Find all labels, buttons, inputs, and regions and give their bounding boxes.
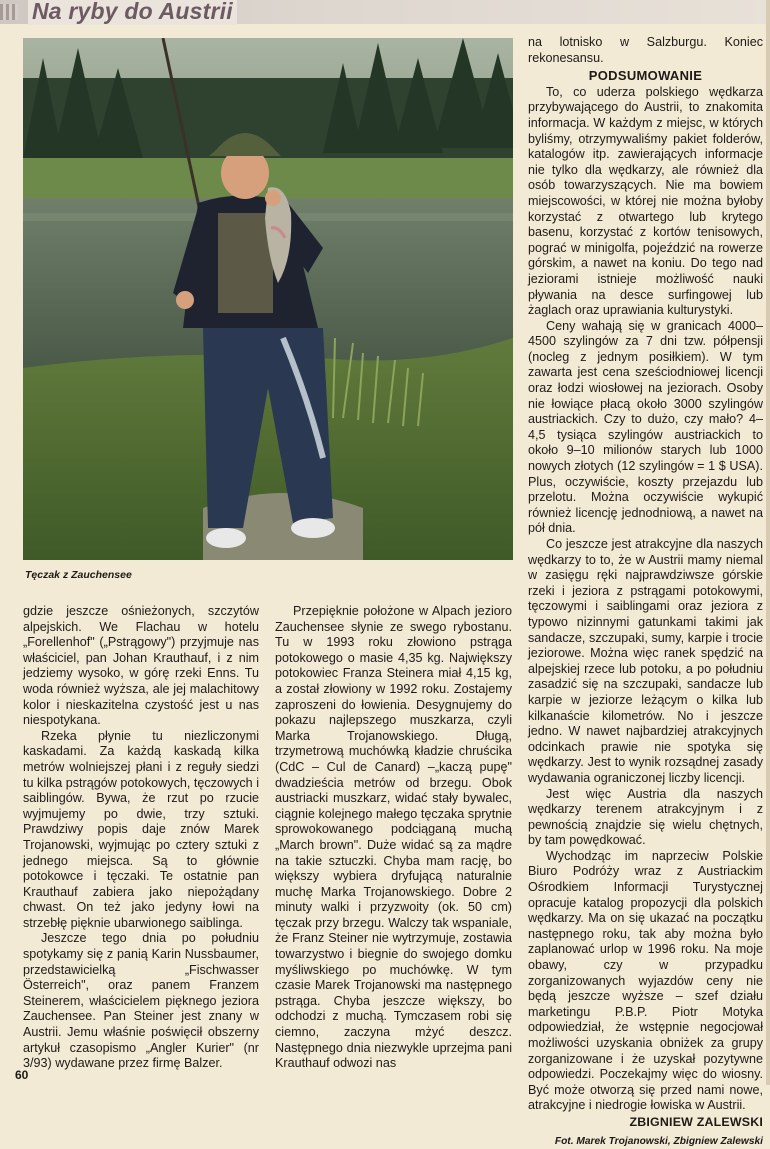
right-col-paragraph: To, co uderza polskiego wędkarza przybywającego do Austrii, to znakomita informacja. W każdym z miejsc, w których byliśmy, otrzymywaliśmy pakiet folderów, katalogów itp. zawierających informacje nie tylko dla wędkarzy, ale również dla osób towarzyszących. Nie ma bowiem miejscowości, w której nie można byłoby korzystać z otwartego lub krytego basenu, korzystać z kortów tenisowych, pograć w minigolfa, pojeździć na rowerze górskim, a nawet na koniu. Do tego nad jeziorami istnieje możliwość nauki pływania na desce surfingowej lub żaglach oraz uprawiania kulturystyki. — [528, 84, 763, 318]
right-column — [528, 35, 763, 1149]
angler-photo-illustration — [23, 38, 513, 560]
left-col-paragraph: gdzie jeszcze ośnieżonych, szczytów alpejskich. We Flachau w hotelu „Forellenhof" („Pstrągowy") przyjmuje nas właściciel, pan Johan Krauthauf, i z nim jedziemy wysoko, w górę rzeki Enns. Tu woda również wyższa, ale jej malachitowy kolor i nieskazitelna czystość jest u nas niespotykana. — [23, 604, 259, 728]
photo-credits: Fot. Marek Trojanowski, Zbigniew Zalewski — [554, 1135, 763, 1147]
photo-caption: Tęczak z Zauchensee — [25, 569, 132, 581]
summary-heading: PODSUMOWANIE — [588, 68, 703, 84]
author-signature: ZBIGNIEW ZALEWSKI — [629, 1114, 763, 1129]
article-title: Na ryby do Austrii — [28, 0, 237, 25]
left-col-paragraph: Jeszcze tego dnia po południu spotykamy się z panią Karin Nussbaumer, przedstawicielką „Fischwasser Österreich", oraz panem Franzem Steinerem, właścicielem pięknego jeziora Zauchensee. Pan Steiner jest znany w Austrii. Jemu właśnie poświęcił obszerny artykuł czasopismo „Angler Kurier" (nr 3/93) wydawane przez firmę Balzer. — [23, 931, 259, 1071]
middle-column — [275, 604, 512, 1072]
right-col-paragraph: na lotnisko w Salzburgu. Koniec rekonesansu. — [528, 35, 763, 65]
right-col-paragraph: Jest więc Austria dla naszych wędkarzy terenem atrakcyjnym i z pewnością znajdzie się wielu chętnych, by tam powędkować. — [528, 786, 763, 848]
article-photo — [23, 38, 513, 560]
middle-col-paragraph: Przepięknie położone w Alpach jezioro Zauchensee słynie ze swego rybostanu. Tu w 1993 roku złowiono pstrąga potokowego o masie 4,35 kg. Największy potokowiec Franza Steinera miał 4,15 kg, a został złowiony w 1992 roku. Zostajemy zaproszeni do łowienia. Desygnujemy do pokazu najlepszego muszkarza, czyli Marka Trojanowskiego. Długą, trzymetrową muchówką kładzie chruścika (CdC – Cul de Canard) –„kaczą pupę" dwadzieścia metrów od brzegu. Obok austriacki muszkarz, widać stały bywalec, ciągnie kolejnego małego tęczaka sprytnie sprowokowanego podciąganą muchą „March brown". Duże widać są za mądre na takie sztuczki. Chyba mam rację, bo większy wybiera dryfującą naturalnie muchę Marka Trojanowskiego. Dobre 2 minuty walki i przyzwoity (ok. 50 cm) tęczak przy brzegu. Walczy tak wspaniale, że Franz Steiner nie wytrzymuje, zostawia towarzystwo i biegnie do swojego domku myśliwskiego po muchówkę. W tym czasie Marek Trojanowski ma następnego pstrąga. Chyba jeszcze większy, bo odchodzi z muchą. Tymczasem robi się ciemno, zaczyna mżyć deszcz. Następnego dnia niezwykle uprzejma pani Krauthauf odwozi nas — [275, 604, 512, 1071]
right-col-paragraph: Wychodząc im naprzeciw Polskie Biuro Podróży wraz z Austriackim Ośrodkiem Informacji Turystycznej opracuje katalog propozycji dla polskich wędkarzy. Ma on się ukazać na początku następnego roku, tak aby można było zaplanować urlop w 1996 roku. Na moje obawy, czy w przypadku zorganizowanych wyjazdów ceny nie będą jeszcze wyższe – szef działu marketingu P.B.P. Piotr Motyka odpowiedział, że wstępnie negocjował możliwości uzyskania obniżek za grupy zorganizowane i że uzyskał pozytywne odpowiedzi. Poczekajmy więc do wiosny. Być może otworzą się przed nami nowe, atrakcyjne i niedrogie łowiska w Austrii. — [528, 848, 763, 1113]
header-stripe — [0, 4, 18, 20]
page-number: 60 — [15, 1068, 29, 1082]
left-col-paragraph: Rzeka płynie tu niezliczonymi kaskadami. Za każdą kaskadą kilka metrów wolniejszej płani i z reguły siedzi tu kilka pstrągów potokowych, tęczowych i saiblingów. Bywa, że rzut po rzucie wyjmujemy po dwie, trzy sztuki. Prawdziwy popis daje znów Marek Trojanowski, wyjmując po cztery sztuki z jednego miejsca. Są to głównie potokowce i tęczaki. Te ostatnie pan Krauthauf zabiera jako niepożądany chwast. On też jako jedyny łowi na strzebłę pięknie ubarwionego saiblinga. — [23, 728, 259, 930]
left-column — [23, 604, 259, 1072]
page-edge — [766, 0, 770, 1085]
right-col-paragraph: Co jeszcze jest atrakcyjne dla naszych wędkarzy to to, że w Austrii mamy niemal w zasięgu ręki najprawdziwsze górskie rzeki i jeziora z pstrągami potokowymi, tęczowymi i saiblingami oraz jeziora z typowo nizinnymi gatunkami takimi jak sandacze, szczupaki, sumy, karpie i trocie jeziorowe. Można więc ranek spędzić na alpejskiej rzece lub potoku, a po południu zasadzić się na szczupaki, sandacze lub karpie w jeziorze leżącym o kilka lub kilkanaście kilometrów. No i jeszcze jedno. W nawet najbardziej atrakcyjnych odcinkach prawie nie spotyka się wędkarzy. Jest to wynik rozsądnej zasady wydawania ograniczonej liczby licencji. — [528, 537, 763, 785]
right-col-paragraph: Ceny wahają się w granicach 4000–4500 szylingów za 7 dni tzw. półpensji (nocleg z jednym posiłkiem). W tym zawarta jest cena sześciodniowej licencji oraz łodzi wiosłowej na jeziorach. Osoby nie łowiące płacą około 3000 szylingów austriackich. Czy to dużo, czy mało? 4–4,5 tysiąca szylingów austriackich to około 9–10 milionów starych lub 1000 nowych złotych (12 szylingów = 1 $ USA). Plus, oczywiście, koszty przejazdu lub przelotu. Można oczywiście wykupić również licencję jednodniową, a nawet na pół dnia. — [528, 318, 763, 536]
